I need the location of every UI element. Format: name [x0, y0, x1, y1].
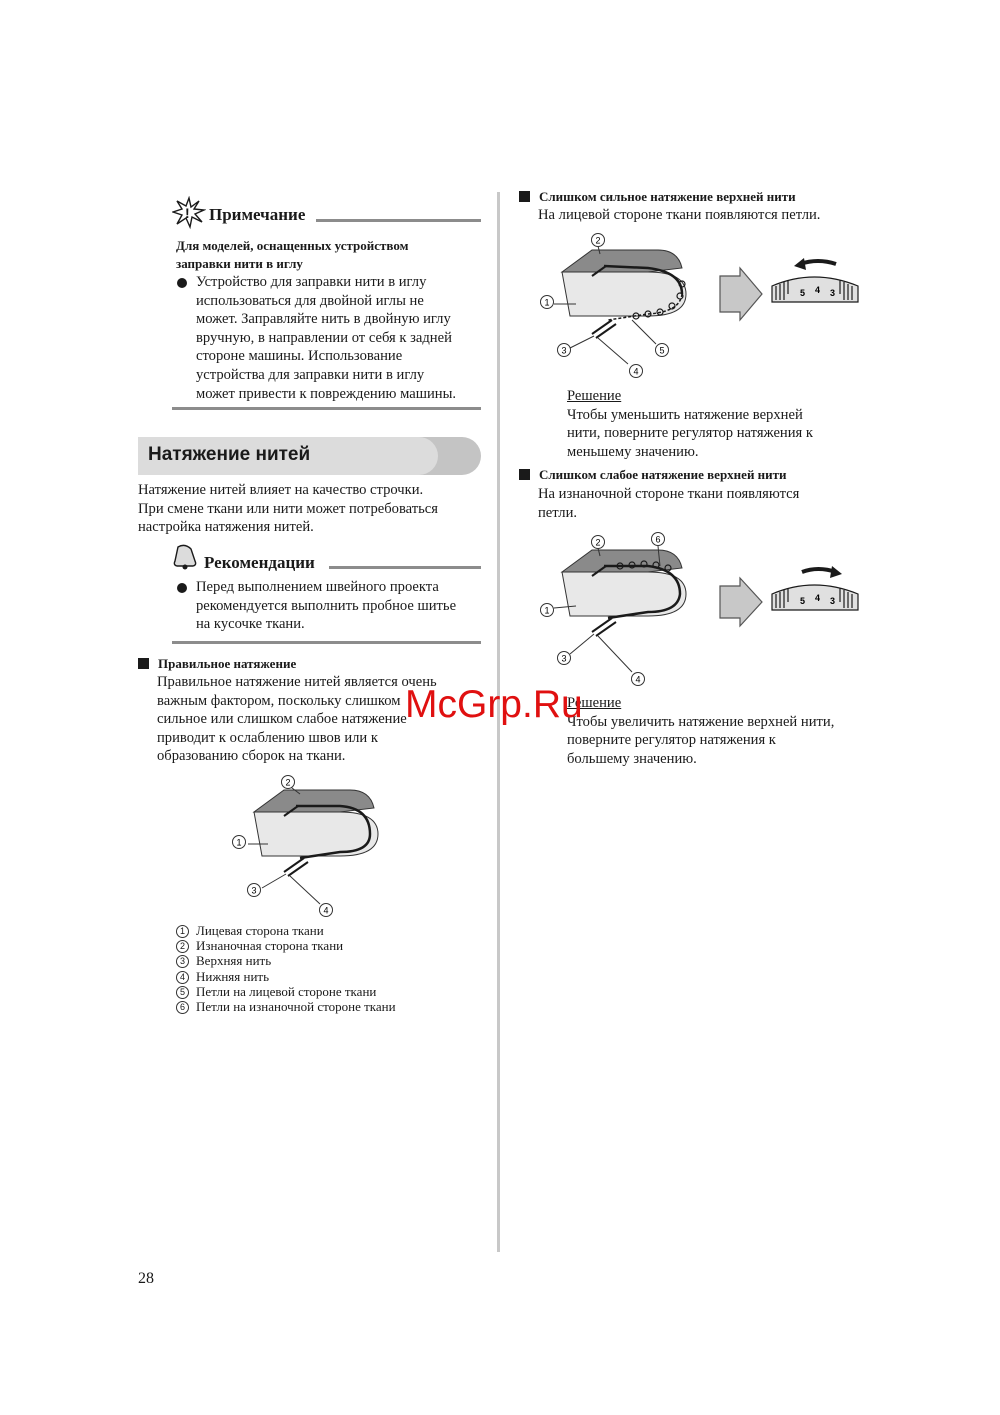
svg-text:6: 6 [655, 534, 661, 545]
callout-1 [541, 604, 554, 617]
svg-text:2: 2 [285, 777, 291, 788]
callout-2 [592, 536, 605, 549]
too-loose-text: На изнаночной стороне ткани появляются петли. [538, 486, 800, 521]
too-tight-solution: Решение Чтобы уменьшить натяжение верхней нити, поверните регулятор натяжения к меньшему значению. [567, 388, 813, 460]
correct-text: Правильное натяжение нитей является очень важным фактором, поскольку слишком сильное или слишком слабое натяжение приводит к ослаблению швов или к образованию сборок на ткани. [157, 674, 437, 765]
square-bullet [519, 469, 530, 480]
note-title: Примечание [209, 205, 306, 224]
recommendations-bullet: Перед выполнением швейного проекта рекомендуется выполнить пробное шитье на кусочке ткани. [177, 578, 487, 634]
diagram-too-loose [536, 532, 866, 692]
legend-item: 2 Изнаночная сторона ткани [176, 938, 396, 953]
callout-3 [558, 344, 571, 357]
svg-text:3: 3 [251, 885, 257, 896]
svg-text:4: 4 [815, 593, 821, 603]
svg-text:3: 3 [561, 653, 567, 664]
legend-item: 1 Лицевая сторона ткани [176, 923, 396, 938]
callout-2 [282, 776, 295, 789]
note-bullet: Устройство для заправки нити в иглу использоваться для двойной иглы не может. Заправляйте нить в двойную иглу вручную, в направлении от себя к задней стороне машины. Использование устройства для заправки нити в иглу может привести к повреждению машины. [177, 273, 487, 403]
bullet-dot [177, 583, 187, 593]
legend-item: 5 Петли на лицевой стороне ткани [176, 984, 396, 999]
svg-text:2: 2 [595, 537, 601, 548]
section-title: Натяжение нитей [148, 444, 311, 465]
svg-text:2: 2 [595, 235, 601, 246]
note-title-rule [316, 219, 481, 222]
svg-text:5: 5 [800, 596, 806, 606]
too-loose-heading: Слишком слабое натяжение верхней нити [519, 467, 787, 482]
svg-text:1: 1 [544, 297, 550, 308]
callout-1 [233, 836, 246, 849]
square-bullet [519, 191, 530, 202]
svg-text:1: 1 [236, 837, 242, 848]
bullet-dot [177, 278, 187, 288]
legend-item: 6 Петли на изнаночной стороне ткани [176, 999, 396, 1014]
svg-text:!: ! [185, 205, 190, 221]
tension-dial-icon [772, 258, 858, 302]
callout-4 [630, 365, 643, 378]
watermark: McGrp.Ru [405, 683, 583, 726]
too-loose-solution: Решение Чтобы увеличить натяжение верхней нити, поверните регулятор натяжения к большему значению. [567, 695, 835, 767]
note-end-rule [172, 407, 481, 410]
svg-text:3: 3 [830, 596, 836, 606]
diagram-too-tight [536, 232, 866, 382]
svg-text:4: 4 [635, 674, 641, 685]
legend [176, 923, 396, 1014]
callout-1 [541, 296, 554, 309]
callout-3 [558, 652, 571, 665]
right-arrow-icon [720, 578, 762, 626]
legend-item: 3 Верхняя нить [176, 953, 396, 968]
too-tight-heading: Слишком сильное натяжение верхней нити [519, 189, 796, 204]
callout-3 [248, 884, 261, 897]
callout-4 [320, 904, 333, 917]
diagram-correct-tension [228, 772, 398, 922]
too-tight-text: На лицевой стороне ткани появляются петли. [538, 207, 821, 223]
note-icon [172, 196, 206, 230]
right-arrow-icon [720, 268, 762, 320]
svg-text:5: 5 [659, 345, 665, 356]
callout-6 [652, 533, 665, 546]
svg-text:5: 5 [800, 288, 806, 298]
tension-dial-icon [772, 566, 858, 610]
legend-item: 4 Нижняя нить [176, 969, 396, 984]
recommendations-title: Рекомендации [204, 553, 315, 572]
svg-text:4: 4 [815, 285, 821, 295]
svg-text:4: 4 [633, 366, 639, 377]
callout-2 [592, 234, 605, 247]
section-title-bar [138, 437, 481, 475]
svg-text:1: 1 [544, 605, 550, 616]
callout-4 [632, 673, 645, 686]
svg-text:3: 3 [830, 288, 836, 298]
square-bullet [138, 658, 149, 669]
note-subtitle: Для моделей, оснащенных устройством заправки нити в иглу [176, 238, 409, 271]
svg-text:4: 4 [323, 905, 329, 916]
recommendations-title-rule [329, 566, 481, 569]
correct-heading: Правильное натяжение [138, 656, 296, 671]
section-intro: Натяжение нитей влияет на качество строчки. При смене ткани или нити может потребоваться настройка натяжения нитей. [138, 482, 438, 536]
callout-5 [656, 344, 669, 357]
svg-text:3: 3 [561, 345, 567, 356]
bell-icon [170, 541, 200, 571]
recommendations-end-rule [172, 641, 481, 644]
page-number: 28 [138, 1270, 154, 1287]
